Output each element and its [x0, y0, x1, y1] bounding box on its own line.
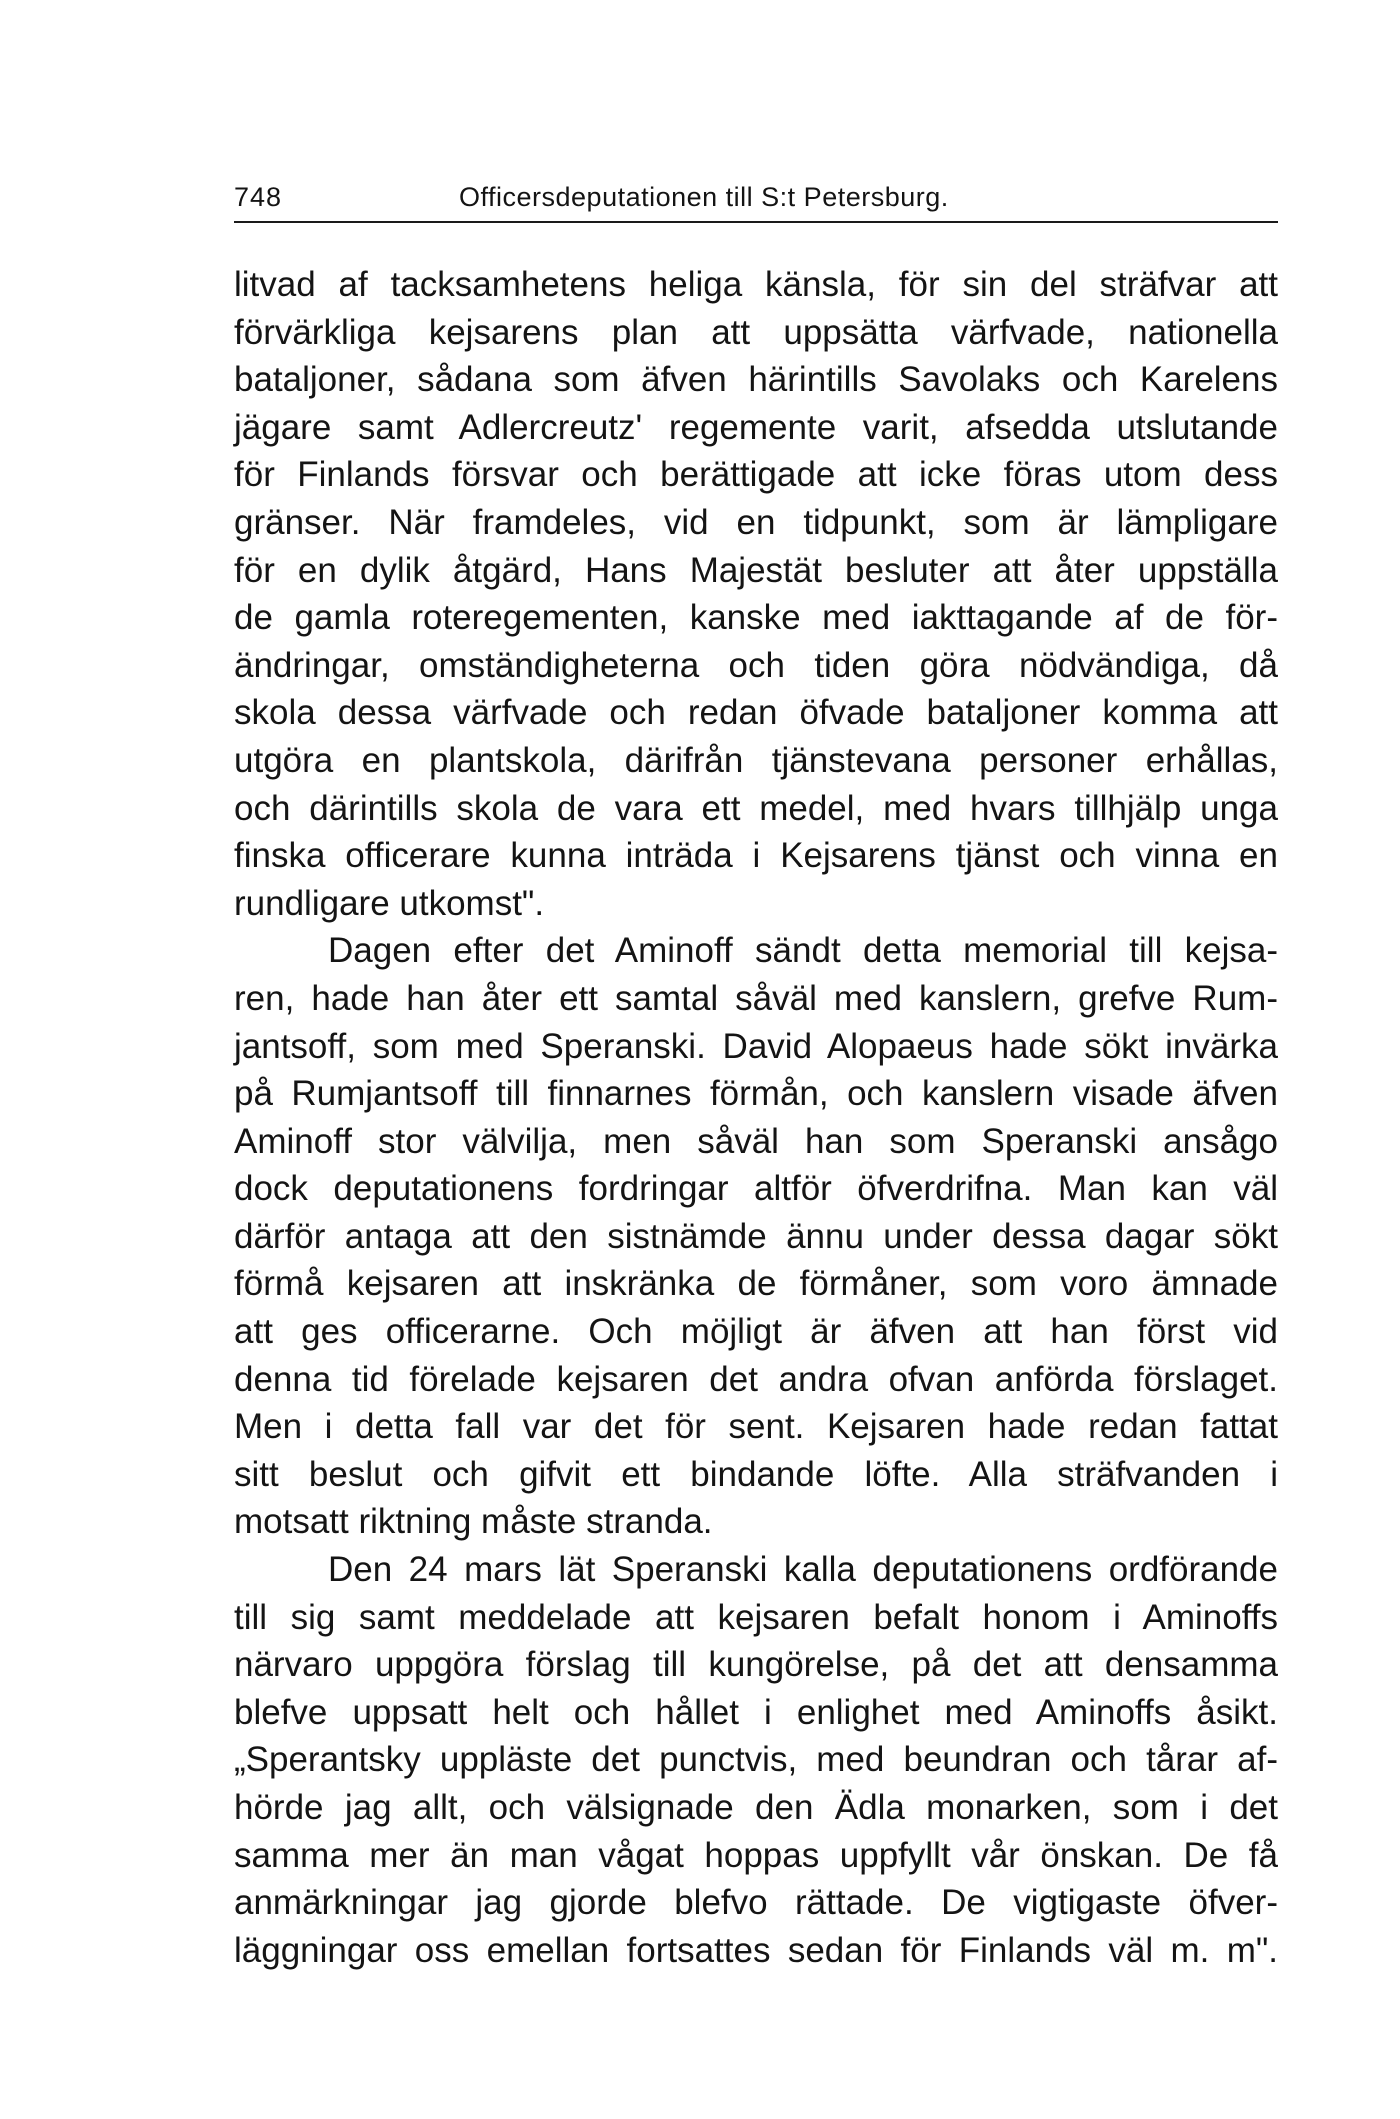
text-line: för en dylik åtgärd, Hans Majestät besluter att åter uppställa	[234, 550, 1278, 590]
text-line: till sig samt meddelade att kejsaren befalt honom i Aminoffs	[234, 1597, 1278, 1637]
page-number: 748	[234, 182, 283, 212]
text-line: samma mer än man vågat hoppas uppfyllt vår önskan. De få	[234, 1835, 1278, 1875]
body-text	[234, 261, 1278, 1974]
text-line: att ges officerarne. Och möjligt är äfven att han först vid	[234, 1312, 1278, 1352]
text-line: finska officerare kunna inträda i Kejsarens tjänst och vinna en	[234, 836, 1278, 876]
text-line: blefve uppsatt helt och hållet i enlighet med Aminoffs åsikt.	[234, 1692, 1278, 1732]
paragraph-2	[234, 927, 1278, 1546]
text-line: hörde jag allt, och välsignade den Ädla monarken, som i det	[234, 1788, 1278, 1827]
text-line: rundligare utkomst".	[234, 883, 545, 923]
text-line: ren, hade han åter ett samtal såväl med kanslern, grefve Rum-	[234, 978, 1278, 1018]
text-line: därför antaga att den sistnämde ännu under dessa dagar sökt	[234, 1216, 1278, 1256]
text-line: och därintills skola de vara ett medel, med hvars tillhjälp unga	[234, 788, 1278, 828]
text-line: Den 24 mars lät Speranski kalla deputationens ordförande	[328, 1550, 1278, 1590]
text-line: för Finlands försvar och berättigade att icke föras utom dess	[234, 455, 1278, 495]
text-line: Aminoff stor välvilja, men såväl han som Speranski ansågo	[234, 1121, 1278, 1161]
text-line: denna tid förelade kejsaren det andra ofvan anförda förslaget.	[234, 1359, 1278, 1399]
paragraph-1	[234, 261, 1278, 927]
text-line: anmärkningar jag gjorde blefvo rättade. De vigtigaste öfver-	[234, 1883, 1278, 1923]
text-line: jägare samt Adlercreutz' regemente varit, afsedda utslutande	[234, 407, 1278, 447]
text-line: gränser. När framdeles, vid en tidpunkt, som är lämpligare	[234, 502, 1278, 542]
text-line: läggningar oss emellan fortsattes sedan för Finlands väl m. m".	[234, 1930, 1278, 1970]
text-line: „Sperantsky uppläste det punctvis, med beundran och tårar af-	[234, 1740, 1278, 1780]
text-line: de gamla roteregementen, kanske med iakttagande af de för-	[234, 598, 1278, 638]
text-line: utgöra en plantskola, därifrån tjänstevana personer erhållas,	[234, 740, 1278, 780]
text-line: bataljoner, sådana som äfven härintills Savolaks och Karelens	[234, 360, 1278, 400]
text-line: sitt beslut och gifvit ett bindande löfte. Alla sträfvanden i	[234, 1454, 1278, 1494]
text-line: litvad af tacksamhetens heliga känsla, för sin del sträfvar att	[234, 265, 1278, 304]
text-line: förvärkliga kejsarens plan att uppsätta värfvade, nationella	[234, 312, 1278, 352]
text-line: dock deputationens fordringar altför öfverdrifna. Man kan väl	[234, 1169, 1278, 1209]
text-line: Dagen efter det Aminoff sändt detta memorial till kejsa-	[328, 931, 1278, 971]
book-page	[234, 175, 1278, 1974]
running-head	[234, 175, 1278, 219]
paragraph-3	[234, 1546, 1278, 1974]
text-line: skola dessa värfvade och redan öfvade bataljoner komma att	[234, 693, 1278, 733]
text-line: på Rumjantsoff till finnarnes förmån, och kanslern visade äfven	[234, 1074, 1278, 1114]
text-line: jantsoff, som med Speranski. David Alopaeus hade sökt invärka	[234, 1026, 1278, 1066]
text-line: motsatt riktning måste stranda.	[234, 1502, 713, 1542]
text-line: Men i detta fall var det för sent. Kejsaren hade redan fattat	[234, 1407, 1278, 1447]
text-line: förmå kejsaren att inskränka de förmåner, som voro ämnade	[234, 1264, 1278, 1304]
header-rule	[234, 221, 1278, 223]
text-line: ändringar, omständigheterna och tiden göra nödvändiga, då	[234, 645, 1278, 685]
running-title: Officersdeputationen till S:t Petersburg.	[459, 182, 949, 212]
text-line: närvaro uppgöra förslag till kungörelse, på det att densamma	[234, 1645, 1278, 1685]
